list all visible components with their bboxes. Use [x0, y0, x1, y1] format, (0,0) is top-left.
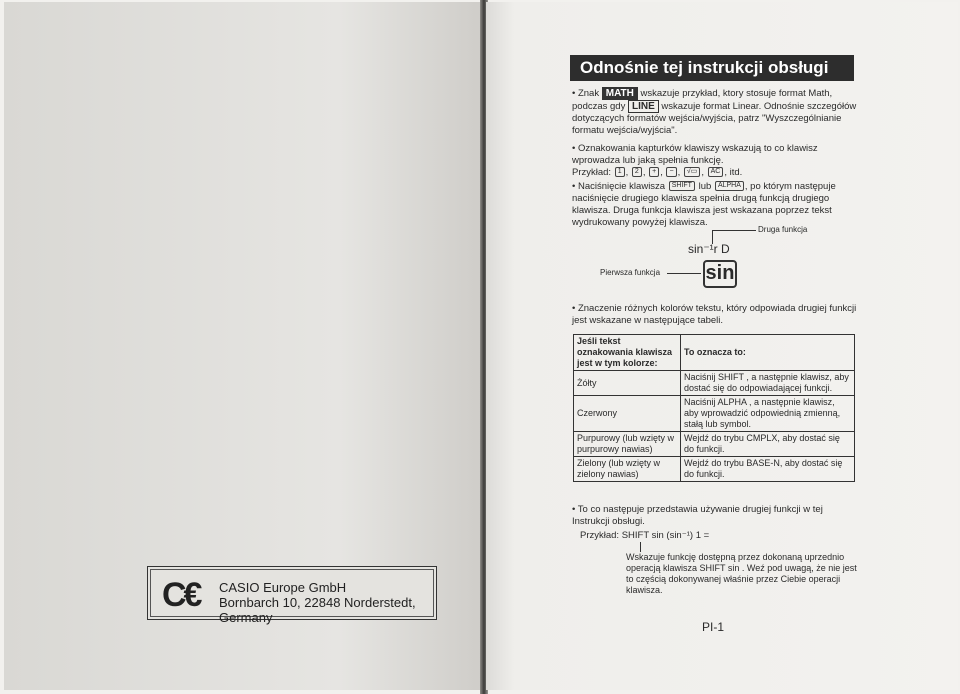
ce-logo: C€: [162, 576, 200, 614]
second-function-text: sin⁻¹r D: [688, 242, 730, 256]
key-ac: AC: [708, 167, 724, 177]
alpha-key: ALPHA: [715, 181, 744, 191]
key-plus: +: [649, 167, 659, 177]
table-header: Jeśli tekst oznakowania klawisza jest w tym kolorze: To oznacza to:: [574, 335, 855, 371]
key-2: 2: [632, 167, 642, 177]
usage-note: Wskazuje funkcję dostępną przez dokonaną uprzednio operacją klawisza SHIFT sin . Weź pod uwagą, że nie jest to częścią dokonywanej właśnie przez Ciebie operacji klawisza.: [626, 552, 857, 595]
sin-key-icon: sin: [703, 260, 737, 288]
table-row: Czerwony Naciśnij ALPHA , a następnie klawisz, aby wprowadzić odpowiednią zmienną, stałą lub symbol.: [574, 396, 855, 432]
key-sqrt: √▭: [684, 167, 700, 177]
paragraph-usage: • To co następuje przedstawia używanie drugiej funkcji w tej Instrukcji obsługi.: [572, 504, 860, 528]
key-minus: −: [666, 167, 676, 177]
company-info: [219, 580, 433, 625]
usage-example: Przykład: SHIFT sin (sin⁻¹) 1 =: [580, 530, 710, 541]
page-number: PI-1: [702, 620, 725, 634]
table-row: Purpurowy (lub wzięty w purpurowy nawias) Wejdź do trybu CMPLX, aby dostać się do funkcji.: [574, 432, 855, 457]
shift-key: SHIFT: [669, 181, 695, 191]
table-row: Żółty Naciśnij SHIFT , a następnie klawisz, aby dostać się do odpowiadającej funkcji.: [574, 371, 855, 396]
key-1: 1: [615, 167, 625, 177]
ce-info-box: [147, 566, 437, 625]
color-meaning-table: [573, 334, 855, 482]
line-key: LINE: [628, 100, 659, 113]
first-function-label: Pierwsza funkcja: [600, 268, 661, 277]
page-title: Odnośnie tej instrukcji obsługi: [570, 55, 854, 81]
paragraph-key-labels: • Oznakowania kapturków klawiszy wskazują to co klawisz wprowadza lub jaką spełnia funkcję. Przykład: 1 , 2 , + , − , √▭ , AC , itd.: [572, 143, 857, 179]
table-row: Zielony (lub wzięty w zielony nawias) Wejdź do trybu BASE-N, aby dostać się do funkcji.: [574, 457, 855, 482]
math-key: MATH: [602, 87, 638, 100]
paragraph-format: • Znak MATH wskazuje przykład, ktory stosuje format Math, podczas gdy LINE wskazuje format Linear. Odnośnie szczegółów dotyczących formatów wejścia/wyjścia, patrz "Wyszczególnianie formatu wejścia/wyjścia".: [572, 87, 857, 137]
paragraph-second-function: • Naciśnięcie klawisza SHIFT lub ALPHA , po którym następuje naciśnięcie drugiego klawisza spełnia drugą funkcją drugiego klawisza. Druga funkcja klawisza jest wskazana poprzez tekst wydrukowany powyżej klawisza.: [572, 181, 857, 229]
company-address: Bornbarch 10, 22848 Norderstedt, Germany: [219, 595, 416, 625]
paragraph-colors: • Znaczenie różnych kolorów tekstu, który odpowiada drugiej funkcji jest wskazane w następujące tabeli.: [572, 303, 860, 327]
example-sequence: SHIFT sin (sin⁻¹) 1 =: [621, 530, 710, 541]
company-name: CASIO Europe GmbH: [219, 580, 347, 595]
second-function-label: Druga funkcja: [758, 225, 808, 234]
